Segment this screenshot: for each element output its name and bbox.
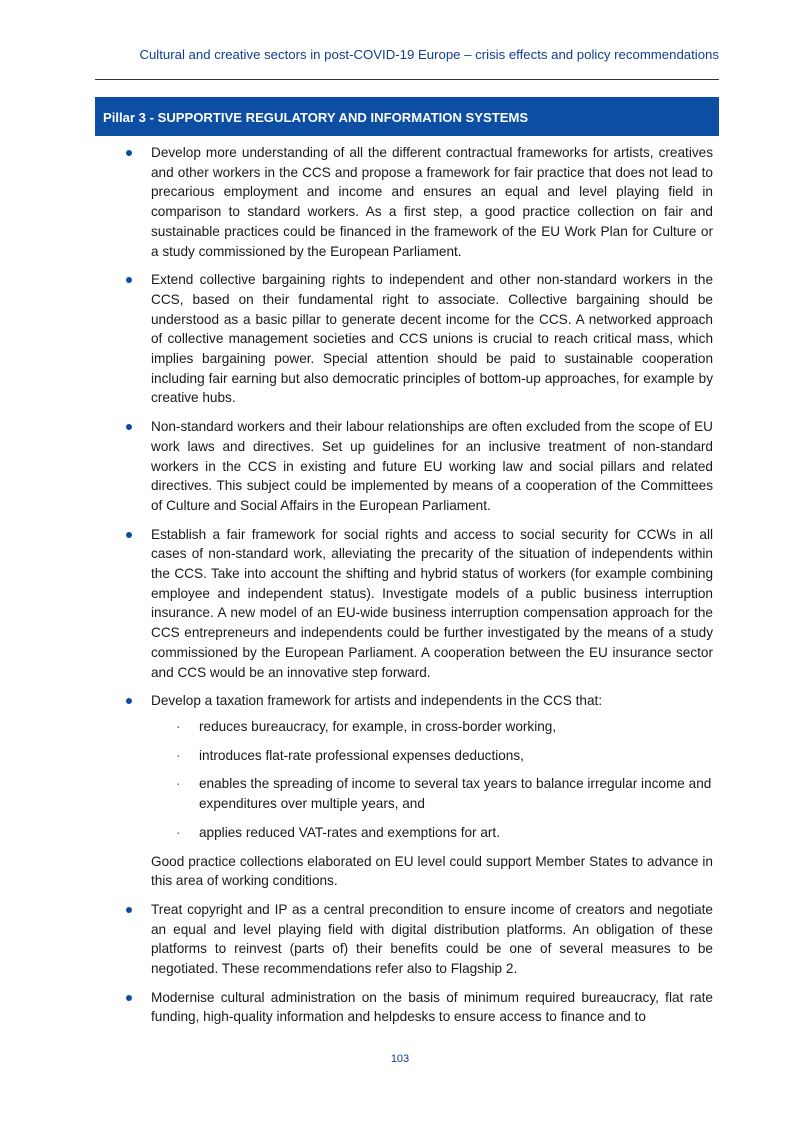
sub-list-item bbox=[151, 774, 713, 813]
recommendation-item bbox=[151, 525, 713, 683]
section-heading: Pillar 3 - SUPPORTIVE REGULATORY AND INFORMATION SYSTEMS bbox=[103, 110, 529, 125]
bullet-icon bbox=[126, 698, 132, 704]
taxation-sub-list bbox=[151, 717, 713, 843]
recommendations-body bbox=[151, 143, 713, 1036]
sub-list-text: applies reduced VAT-rates and exemptions for art. bbox=[199, 824, 500, 840]
recommendation-item bbox=[151, 988, 713, 1027]
sub-bullet-icon: · bbox=[176, 718, 181, 734]
sub-list-item bbox=[151, 823, 713, 843]
sub-list-text: introduces flat-rate professional expenses deductions, bbox=[199, 747, 524, 763]
recommendation-text: Extend collective bargaining rights to independent and other non-standard workers in the CCS, based on their fundamental right to associate. Collective bargaining should be understood as a basic pillar to generate decent income for the CCS. A networked approach of collective management societies and CCS unions is crucial to reach critical mass, which implies bargaining power. Special attention should be paid to sustainable cooperation including fair earning but also democratic principles of bottom-up approaches, for example by creative hubs. bbox=[151, 272, 713, 406]
sub-bullet-icon: · bbox=[176, 824, 181, 840]
recommendation-text: Establish a fair framework for social rights and access to social security for CCWs in all cases of non-standard work, alleviating the precarity of the situation of independents within the CCS. Take into account the shifting and hybrid status of workers (for example combining employee and independent status). Investigate models of a public business interruption insurance. A new model of an EU-wide business interruption compensation approach for the CCS entrepreneurs and independents could be further investigated by the means of a study commissioned by the European Parliament. A cooperation between the EU insurance sector and CCS would be an innovative step forward. bbox=[151, 526, 713, 680]
recommendation-item bbox=[151, 900, 713, 979]
bullet-icon bbox=[126, 532, 132, 538]
recommendation-text: Treat copyright and IP as a central precondition to ensure income of creators and negotiate an equal and level playing field with digital distribution platforms. An obligation of these platforms to reinvest (parts of) their benefits could be one of several measures to be negotiated. These recommendations refer also to Flagship 2. bbox=[151, 901, 713, 977]
sub-list-text: enables the spreading of income to several tax years to balance irregular income and expenditures over multiple years, and bbox=[199, 776, 712, 812]
recommendation-item bbox=[151, 143, 713, 261]
recommendation-item-taxation bbox=[151, 691, 713, 891]
page-number: 103 bbox=[390, 1053, 410, 1065]
recommendation-text: Develop a taxation framework for artists and independents in the CCS that: bbox=[151, 693, 603, 709]
bullet-icon bbox=[126, 150, 132, 156]
bullet-icon bbox=[126, 424, 132, 430]
sub-bullet-icon: · bbox=[176, 776, 181, 792]
recommendation-text: Non-standard workers and their labour relationships are often excluded from the scope of EU work laws and directives. Set up guidelines for an inclusive treatment of non-standard workers in the CCS in existing and future EU working law and social pillars and related directives. This subject could be implemented by means of a cooperation of the Committees of Culture and Social Affairs in the European Parliament. bbox=[151, 419, 713, 513]
sub-list-item bbox=[151, 746, 713, 766]
bullet-icon bbox=[126, 907, 132, 913]
recommendation-text: Modernise cultural administration on the basis of minimum required bureaucracy, flat rate funding, high-quality information and helpdesks to ensure access to finance and to bbox=[151, 989, 713, 1025]
bullet-icon bbox=[126, 995, 132, 1001]
recommendation-text: Develop more understanding of all the different contractual frameworks for artists, creatives and other workers in the CCS and propose a framework for fair practice that does not lead to precarious employment and income and ensures an equal and level playing field in comparison to standard workers. As a first step, a good practice collection on fair and sustainable practices could be financed in the framework of the EU Work Plan for Culture or a study commissioned by the European Parliament. bbox=[151, 145, 713, 259]
running-header-title: Cultural and creative sectors in post-COVID-19 Europe – crisis effects and policy recommendations bbox=[139, 47, 719, 62]
sub-list-item bbox=[151, 717, 713, 737]
recommendation-item bbox=[151, 417, 713, 516]
taxation-closing-paragraph: Good practice collections elaborated on EU level could support Member States to advance in this area of working conditions. bbox=[151, 853, 713, 889]
recommendation-item bbox=[151, 270, 713, 408]
sub-bullet-icon: · bbox=[176, 747, 181, 763]
bullet-icon bbox=[126, 277, 132, 283]
recommendation-list bbox=[151, 143, 713, 1027]
section-heading-band bbox=[95, 97, 719, 136]
sub-list-text: reduces bureaucracy, for example, in cross-border working, bbox=[199, 718, 557, 734]
header-divider bbox=[95, 79, 719, 80]
